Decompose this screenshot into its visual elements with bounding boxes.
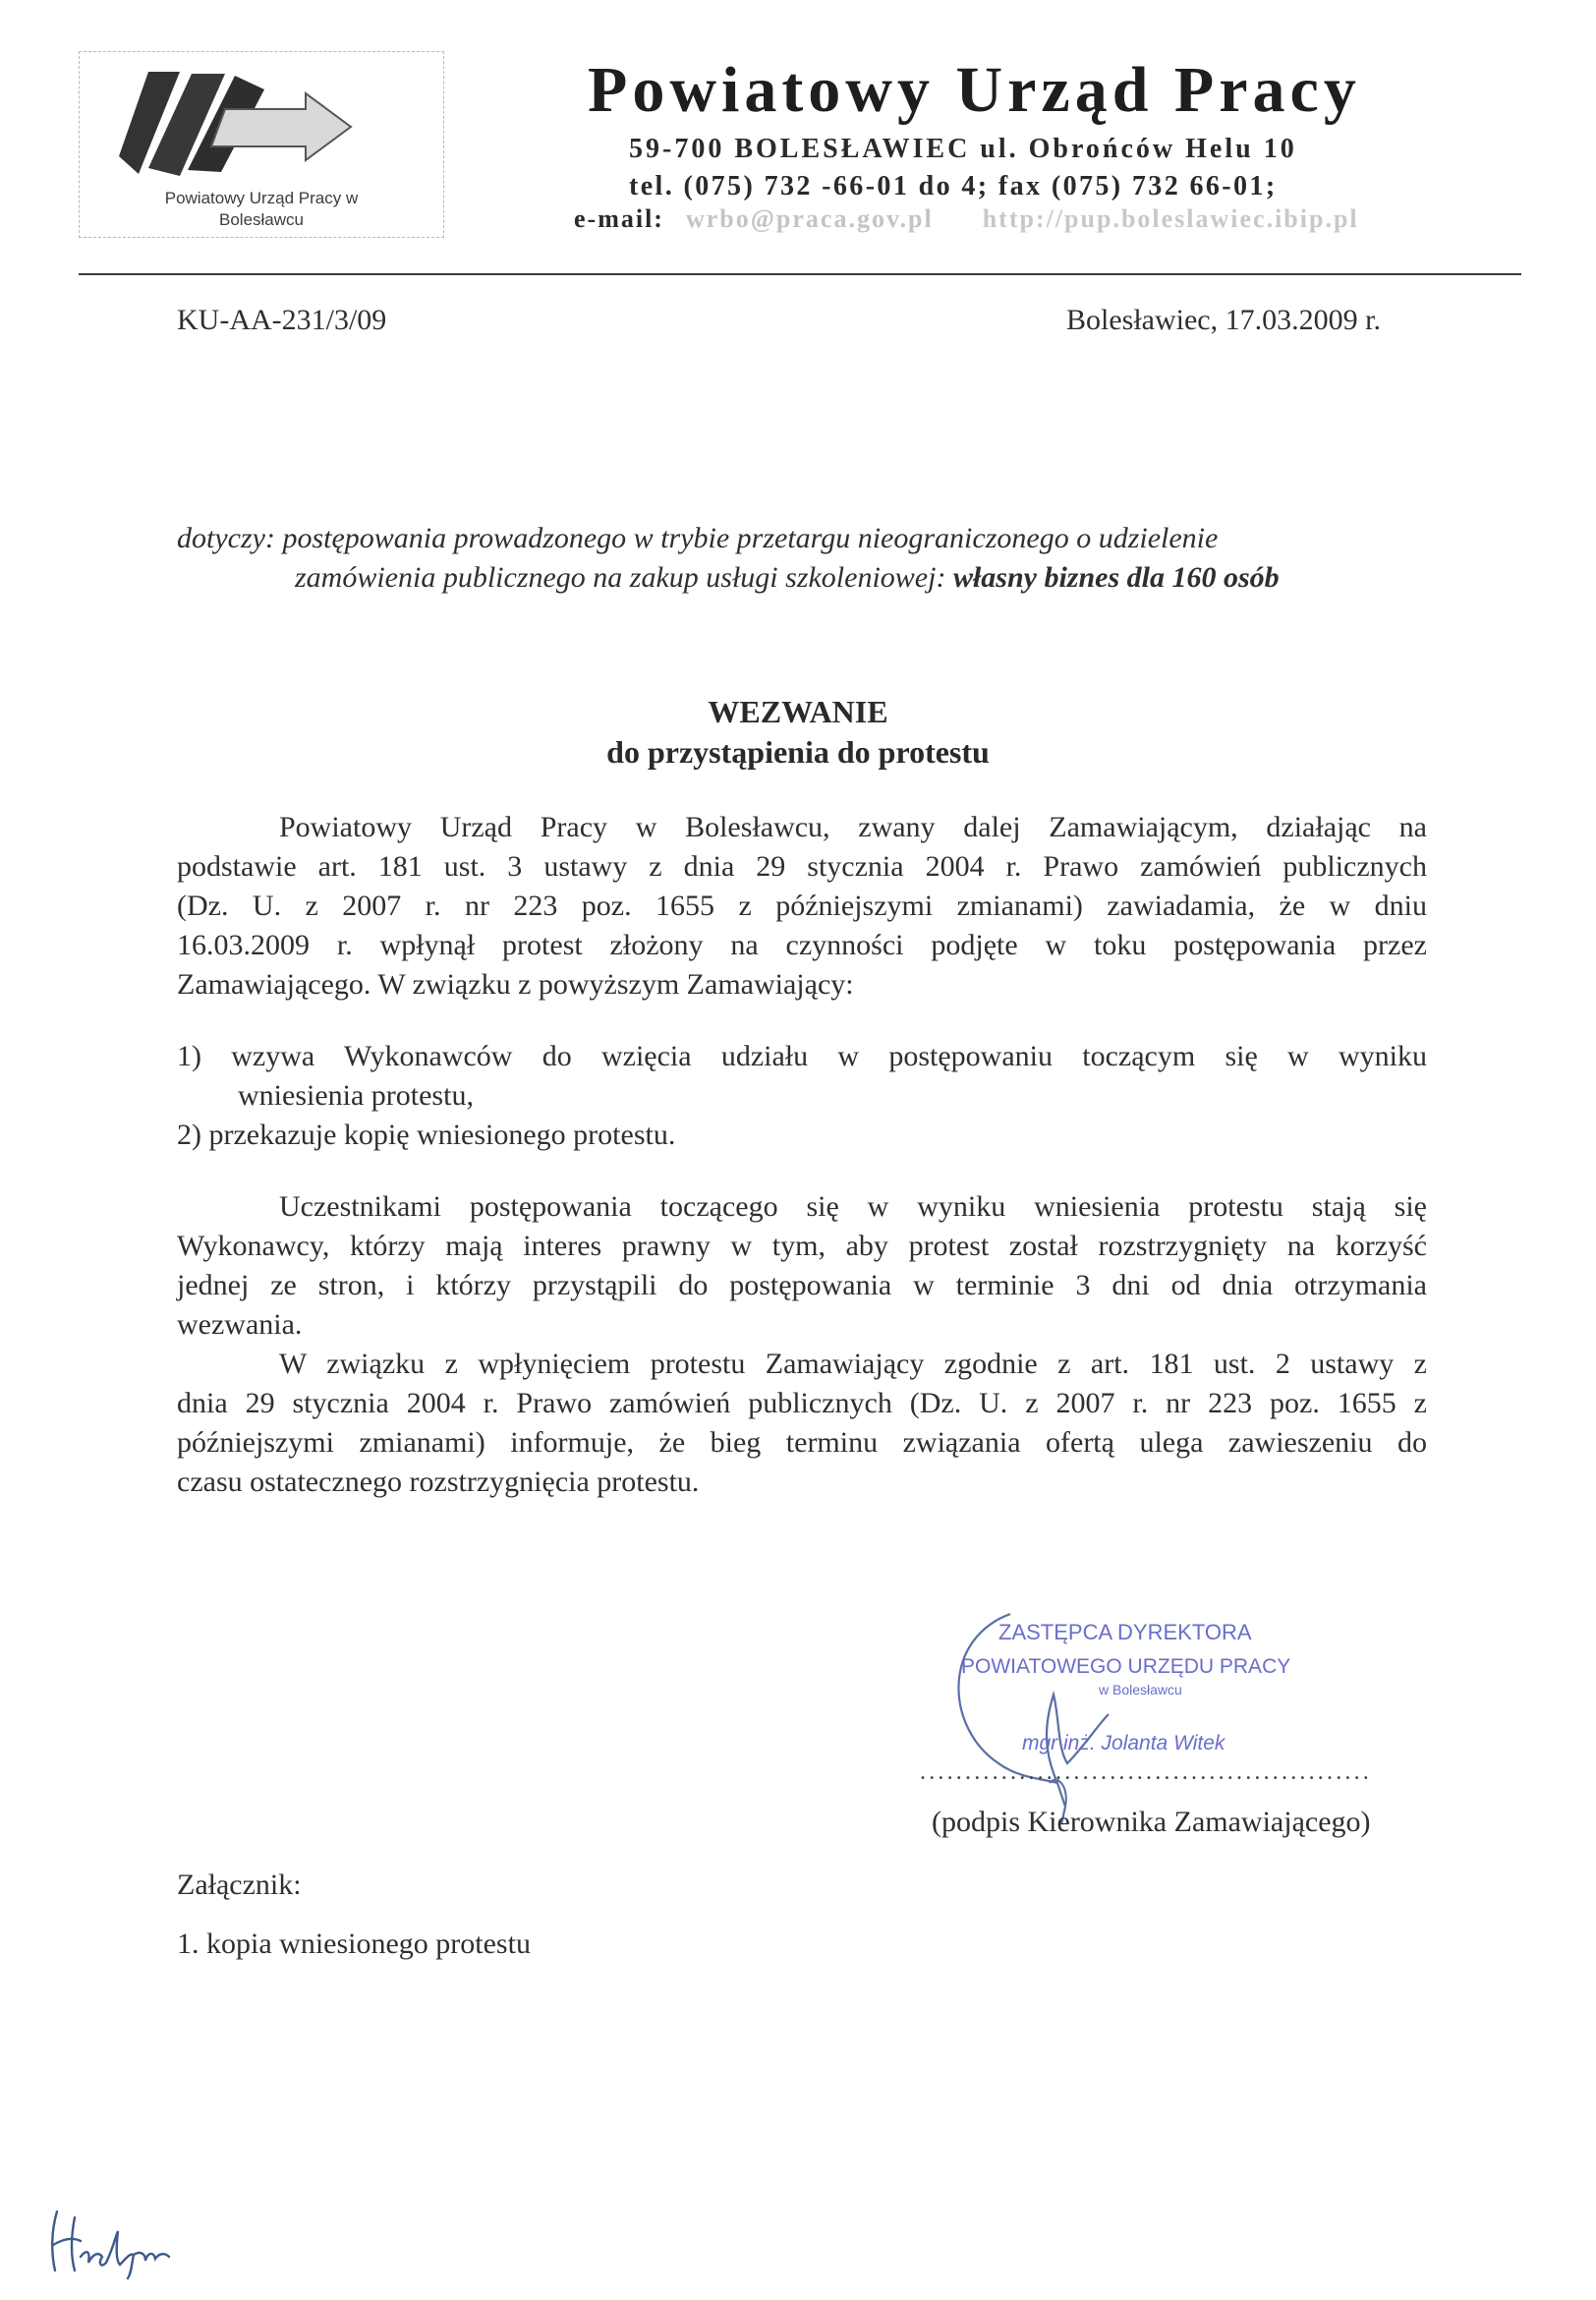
paragraph-line: (Dz. U. z 2007 r. nr 223 poz. 1655 z późniejszymi zmianami) zawiadamia, że w dniu — [177, 890, 1427, 922]
organization-phone-fax: tel. (075) 732 -66-01 do 4; fax (075) 732 66-01; — [629, 171, 1278, 201]
attachment-label: Załącznik: — [177, 1869, 302, 1901]
paragraph-participants — [177, 1187, 1427, 1345]
paragraph-line: W związku z wpłynięciem protestu Zamawiający zgodnie z art. 181 ust. 2 ustawy z — [279, 1348, 1427, 1380]
organization-address: 59-700 BOLESŁAWIEC ul. Obrońców Helu 10 — [629, 134, 1297, 164]
subject-text: zamówienia publicznego na zakup usługi szkoleniowej: — [295, 561, 953, 594]
logo-caption: Powiatowy Urząd Pracy w Bolesławcu — [164, 189, 359, 229]
subject-highlight: własny biznes dla 160 osób — [952, 561, 1280, 594]
subject-line-1: dotyczy: postępowania prowadzonego w trybie przetargu nieograniczonego o udzielenie — [177, 522, 1219, 554]
website-link[interactable]: http://pup.boleslawiec.ibip.pl — [982, 204, 1359, 233]
paragraph-line: czasu ostatecznego rozstrzygnięcia protestu. — [177, 1466, 700, 1498]
email-link[interactable]: wrbo@praca.gov.pl — [685, 204, 934, 233]
list-item: 2) przekazuje kopię wniesionego protestu. — [177, 1119, 676, 1151]
official-stamp — [951, 1600, 1344, 1826]
organization-contact-row — [574, 204, 1359, 234]
handwritten-initials — [43, 2202, 181, 2280]
stamp-line-2: POWIATOWEGO URZĘDU PRACY — [961, 1655, 1291, 1678]
logo — [79, 51, 444, 238]
signature-caption: (podpis Kierownika Zamawiającego) — [932, 1806, 1371, 1838]
stamp-line-4: mgr inż. Jolanta Witek — [1022, 1732, 1226, 1754]
paragraph-line: 16.03.2009 r. wpłynął protest złożony na czynności podjęte w toku postępowania przez — [177, 929, 1427, 961]
paragraph-line: podstawie art. 181 ust. 3 ustawy z dnia 29 stycznia 2004 r. Prawo zamówień publicznych — [177, 850, 1427, 883]
paragraph-line: dnia 29 stycznia 2004 r. Prawo zamówień publicznych (Dz. U. z 2007 r. nr 223 poz. 1655 z — [177, 1387, 1427, 1419]
attachment-item: 1. kopia wniesionego protestu — [177, 1927, 531, 1960]
paragraph-line: jednej ze stron, i którzy przystąpili do postępowania w terminie 3 dni od dnia otrzymania — [177, 1269, 1427, 1301]
header-divider — [79, 273, 1521, 275]
organization-name: Powiatowy Urząd Pracy — [588, 54, 1361, 126]
place-and-date: Bolesławiec, 17.03.2009 r. — [1066, 304, 1381, 336]
subject-line-2 — [295, 558, 1280, 598]
stamp-line-1: ZASTĘPCA DYREKTORA — [998, 1620, 1252, 1644]
document-title: WEZWANIE — [708, 694, 888, 729]
paragraph-line: Zamawiającego. W związku z powyższym Zamawiający: — [177, 968, 854, 1001]
document-subtitle: do przystąpienia do protestu — [606, 734, 990, 770]
reference-number: KU-AA-231/3/09 — [177, 304, 387, 336]
paragraph-line: Uczestnikami postępowania toczącego się w wyniku wniesienia protestu stają się — [279, 1190, 1427, 1223]
logo-arrows-icon — [119, 66, 414, 188]
email-label: e-mail: — [574, 204, 664, 233]
list-item-line: 1) wzywa Wykonawców do wzięcia udziału w postępowaniu toczącym się w wyniku — [177, 1040, 1427, 1072]
signature-stroke — [958, 1614, 1109, 1824]
paragraph-notice — [177, 808, 1427, 1005]
paragraph-line: późniejszymi zmianami) informuje, że bieg terminu związania ofertą ulega zawieszeniu do — [177, 1426, 1427, 1459]
paragraph-line: wezwania. — [177, 1308, 303, 1341]
paragraph-line: Wykonawcy, którzy mają interes prawny w tym, aby protest został rozstrzygnięty na korzyść — [177, 1230, 1427, 1262]
list-item — [177, 1037, 1427, 1116]
paragraph-suspension — [177, 1345, 1427, 1502]
list-item-line: wniesienia protestu, — [238, 1079, 474, 1112]
paragraph-line: Powiatowy Urząd Pracy w Bolesławcu, zwany dalej Zamawiającym, działając na — [279, 811, 1427, 843]
stamp-line-3: w Bolesławcu — [1099, 1682, 1182, 1697]
signature-line: .................................................. — [920, 1759, 1372, 1785]
